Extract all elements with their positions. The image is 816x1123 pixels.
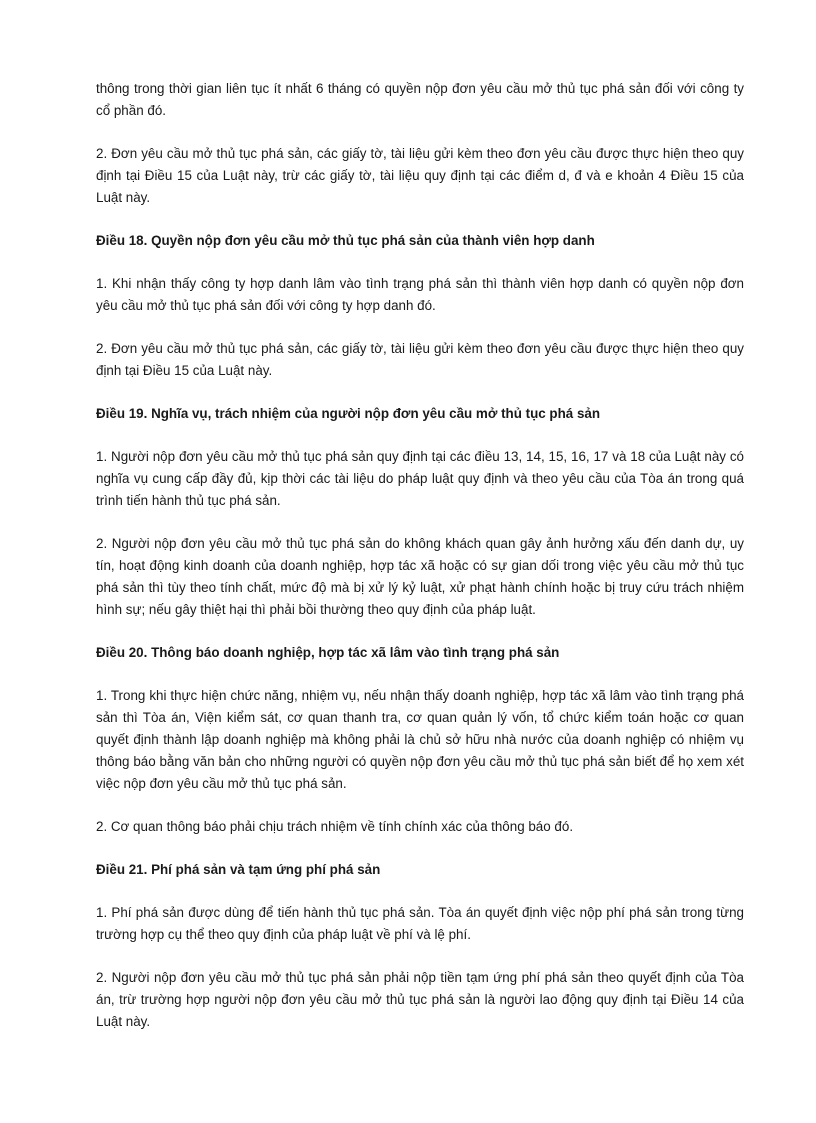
paragraph-art21-clause-2: 2. Người nộp đơn yêu cầu mở thủ tục phá sản phải nộp tiền tạm ứng phí phá sản theo quyết định của Tòa án, trừ trường hợp người nộp đơn yêu cầu mở thủ tục phá sản là người lao động quy định tại Điều 14 của Luật này.	[96, 970, 744, 1029]
paragraph-art18-clause-1: 1. Khi nhận thấy công ty hợp danh lâm vào tình trạng phá sản thì thành viên hợp danh có quyền nộp đơn yêu cầu mở thủ tục phá sản đối với công ty hợp danh đó.	[96, 276, 744, 313]
paragraph-art19-clause-2: 2. Người nộp đơn yêu cầu mở thủ tục phá sản do không khách quan gây ảnh hưởng xấu đến danh dự, uy tín, hoạt động kinh doanh của doanh nghiệp, hợp tác xã hoặc có sự gian dối trong việc yêu cầu mở thủ tục phá sản thì tùy theo tính chất, mức độ mà bị xử lý kỷ luật, xử phạt hành chính hoặc bị truy cứu trách nhiệm hình sự; nếu gây thiệt hại thì phải bồi thường theo quy định của pháp luật.	[96, 536, 744, 617]
paragraph-art19-clause-1: 1. Người nộp đơn yêu cầu mở thủ tục phá sản quy định tại các điều 13, 14, 15, 16, 17 và 18 của Luật này có nghĩa vụ cung cấp đầy đủ, kịp thời các tài liệu do pháp luật quy định và theo yêu cầu của Tòa án trong quá trình tiến hành thủ tục phá sản.	[96, 449, 744, 508]
paragraph-art21-clause-1: 1. Phí phá sản được dùng để tiến hành thủ tục phá sản. Tòa án quyết định việc nộp phí phá sản trong từng trường hợp cụ thể theo quy định của pháp luật về phí và lệ phí.	[96, 905, 744, 942]
article-18-heading: Điều 18. Quyền nộp đơn yêu cầu mở thủ tục phá sản của thành viên hợp danh	[96, 233, 595, 248]
document-page	[96, 78, 744, 1054]
article-19-heading: Điều 19. Nghĩa vụ, trách nhiệm của người nộp đơn yêu cầu mở thủ tục phá sản	[96, 406, 601, 421]
article-21-heading: Điều 21. Phí phá sản và tạm ứng phí phá sản	[96, 862, 381, 877]
paragraph-art20-clause-2: 2. Cơ quan thông báo phải chịu trách nhiệm về tính chính xác của thông báo đó.	[96, 819, 574, 834]
paragraph-art18-clause-2: 2. Đơn yêu cầu mở thủ tục phá sản, các giấy tờ, tài liệu gửi kèm theo đơn yêu cầu được thực hiện theo quy định tại Điều 15 của Luật này.	[96, 341, 744, 378]
paragraph-art17-continuation: thông trong thời gian liên tục ít nhất 6 tháng có quyền nộp đơn yêu cầu mở thủ tục phá sản đối với công ty cổ phần đó.	[96, 81, 744, 118]
paragraph-art20-clause-1: 1. Trong khi thực hiện chức năng, nhiệm vụ, nếu nhận thấy doanh nghiệp, hợp tác xã lâm vào tình trạng phá sản thì Tòa án, Viện kiểm sát, cơ quan thanh tra, cơ quan quản lý vốn, tổ chức kiểm toán hoặc cơ quan quyết định thành lập doanh nghiệp mà không phải là chủ sở hữu nhà nước của doanh nghiệp có nhiệm vụ thông báo bằng văn bản cho những người có quyền nộp đơn yêu cầu mở thủ tục phá sản biết để họ xem xét việc nộp đơn yêu cầu mở thủ tục phá sản.	[96, 688, 744, 791]
article-20-heading: Điều 20. Thông báo doanh nghiệp, hợp tác xã lâm vào tình trạng phá sản	[96, 645, 560, 660]
paragraph-art17-clause-2: 2. Đơn yêu cầu mở thủ tục phá sản, các giấy tờ, tài liệu gửi kèm theo đơn yêu cầu được thực hiện theo quy định tại Điều 15 của Luật này, trừ các giấy tờ, tài liệu quy định tại các điểm d, đ và e khoản 4 Điều 15 của Luật này.	[96, 146, 744, 205]
